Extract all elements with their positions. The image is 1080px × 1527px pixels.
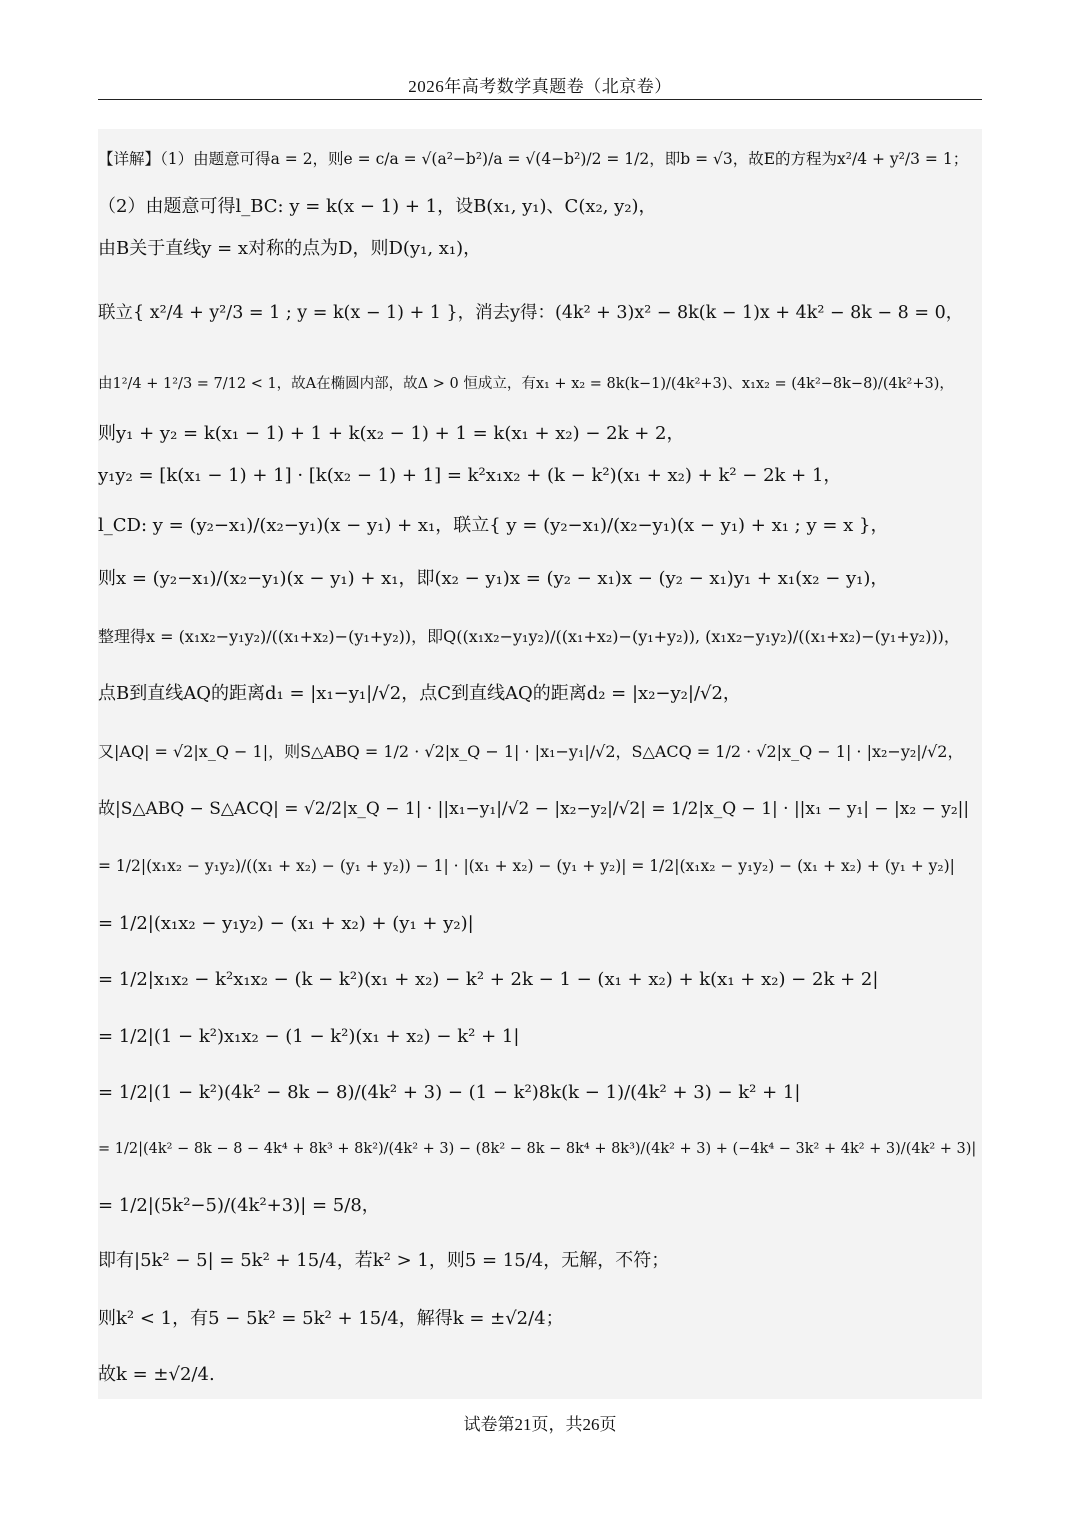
- solution-line-7: y₁y₂ = [k(x₁ − 1) + 1] · [k(x₂ − 1) + 1] = k²x₁x₂ + (k − k²)(x₁ + x₂) + k² − 2k + 1，: [98, 465, 842, 486]
- solution-line-2: （2）由题意可得l_BC: y = k(x − 1) + 1，设B(x₁, y₁)、C(x₂, y₂)，: [98, 196, 657, 217]
- solution-line-1: 【详解】（1）由题意可得a = 2，则e = c/a = √(a²−b²)/a = √(4−b²)/2 = 1/2，即b = √3，故E的方程为x²/4 + y²/3 = 1；: [98, 150, 969, 168]
- solution-line-22: 则k² < 1，有5 − 5k² = 5k² + 15/4，解得k = ±√2/4；: [98, 1308, 564, 1329]
- solution-line-4: 联立{ x²/4 + y²/3 = 1 ; y = k(x − 1) + 1 }，消去y得：(4k² + 3)x² − 8k(k − 1)x + 4k² − 8k − 8 = 0，: [98, 303, 964, 323]
- solution-line-11: 点B到直线AQ的距离d₁ = |x₁−y₁|/√2，点C到直线AQ的距离d₂ = |x₂−y₂|/√2，: [98, 683, 741, 704]
- solution-line-17: = 1/2|(1 − k²)x₁x₂ − (1 − k²)(x₁ + x₂) − k² + 1|: [98, 1026, 520, 1047]
- solution-line-16: = 1/2|x₁x₂ − k²x₁x₂ − (k − k²)(x₁ + x₂) − k² + 2k − 1 − (x₁ + x₂) + k(x₁ + x₂) − 2k + 2|: [98, 969, 879, 990]
- solution-line-3: 由B关于直线y = x对称的点为D，则D(y₁, x₁)，: [98, 238, 482, 259]
- solution-line-5: 由1²/4 + 1²/3 = 7/12 < 1，故A在椭圆内部，故Δ > 0 恒成立，有x₁ + x₂ = 8k(k−1)/(4k²+3)、x₁x₂ = (4k²−8k−8)/(4k²+3)，: [98, 376, 954, 392]
- page-header-title: 2026年高考数学真题卷（北京卷）: [408, 77, 672, 96]
- solution-block: [98, 129, 982, 1399]
- page-footer-number: 试卷第21页，共26页: [463, 1415, 617, 1434]
- solution-line-20: = 1/2|(5k²−5)/(4k²+3)| = 5/8，: [98, 1195, 380, 1216]
- solution-line-14: = 1/2|(x₁x₂ − y₁y₂)/((x₁ + x₂) − (y₁ + y₂)) − 1| · |(x₁ + x₂) − (y₁ + y₂)| = 1/2|(x₁x₂ − y₁y₂) − (x₁ + x₂) + (y₁ + y₂)|: [98, 857, 955, 875]
- header-divider: [98, 99, 982, 100]
- solution-line-23: 故k = ±√2/4.: [98, 1364, 215, 1385]
- solution-line-12: 又|AQ| = √2|x_Q − 1|，则S△ABQ = 1/2 · √2|x_Q − 1| · |x₁−y₁|/√2，S△ACQ = 1/2 · √2|x_Q − 1| · |x₂−y₂|/√2，: [98, 742, 964, 761]
- solution-line-18: = 1/2|(1 − k²)(4k² − 8k − 8)/(4k² + 3) − (1 − k²)8k(k − 1)/(4k² + 3) − k² + 1|: [98, 1082, 801, 1103]
- solution-line-10: 整理得x = (x₁x₂−y₁y₂)/((x₁+x₂)−(y₁+y₂))，即Q((x₁x₂−y₁y₂)/((x₁+x₂)−(y₁+y₂)), (x₁x₂−y₁y₂)/((x₁+x₂)−(y₁+y₂)))，: [98, 627, 960, 646]
- solution-line-19: = 1/2|(4k² − 8k − 8 − 4k⁴ + 8k³ + 8k²)/(4k² + 3) − (8k² − 8k − 8k⁴ + 8k³)/(4k² + 3) + (−4k⁴ − 3k² + 4k² + 3)/(4k² + 3)|: [98, 1141, 977, 1157]
- solution-line-6: 则y₁ + y₂ = k(x₁ − 1) + 1 + k(x₂ − 1) + 1 = k(x₁ + x₂) − 2k + 2，: [98, 423, 685, 444]
- solution-line-8: l_CD: y = (y₂−x₁)/(x₂−y₁)(x − y₁) + x₁，联立{ y = (y₂−x₁)/(x₂−y₁)(x − y₁) + x₁ ; y = x }，: [98, 515, 889, 536]
- solution-line-9: 则x = (y₂−x₁)/(x₂−y₁)(x − y₁) + x₁，即(x₂ − y₁)x = (y₂ − x₁)x − (y₂ − x₁)y₁ + x₁(x₂ − y₁)，: [98, 568, 889, 589]
- solution-line-15: = 1/2|(x₁x₂ − y₁y₂) − (x₁ + x₂) + (y₁ + y₂)|: [98, 913, 474, 934]
- solution-line-13: 故|S△ABQ − S△ACQ| = √2/2|x_Q − 1| · ||x₁−y₁|/√2 − |x₂−y₂|/√2| = 1/2|x_Q − 1| · ||x₁ − y₁| − |x₂ − y₂||: [98, 799, 970, 819]
- solution-line-21: 即有|5k² − 5| = 5k² + 15/4，若k² > 1，则5 = 15/4，无解，不符；: [98, 1250, 670, 1271]
